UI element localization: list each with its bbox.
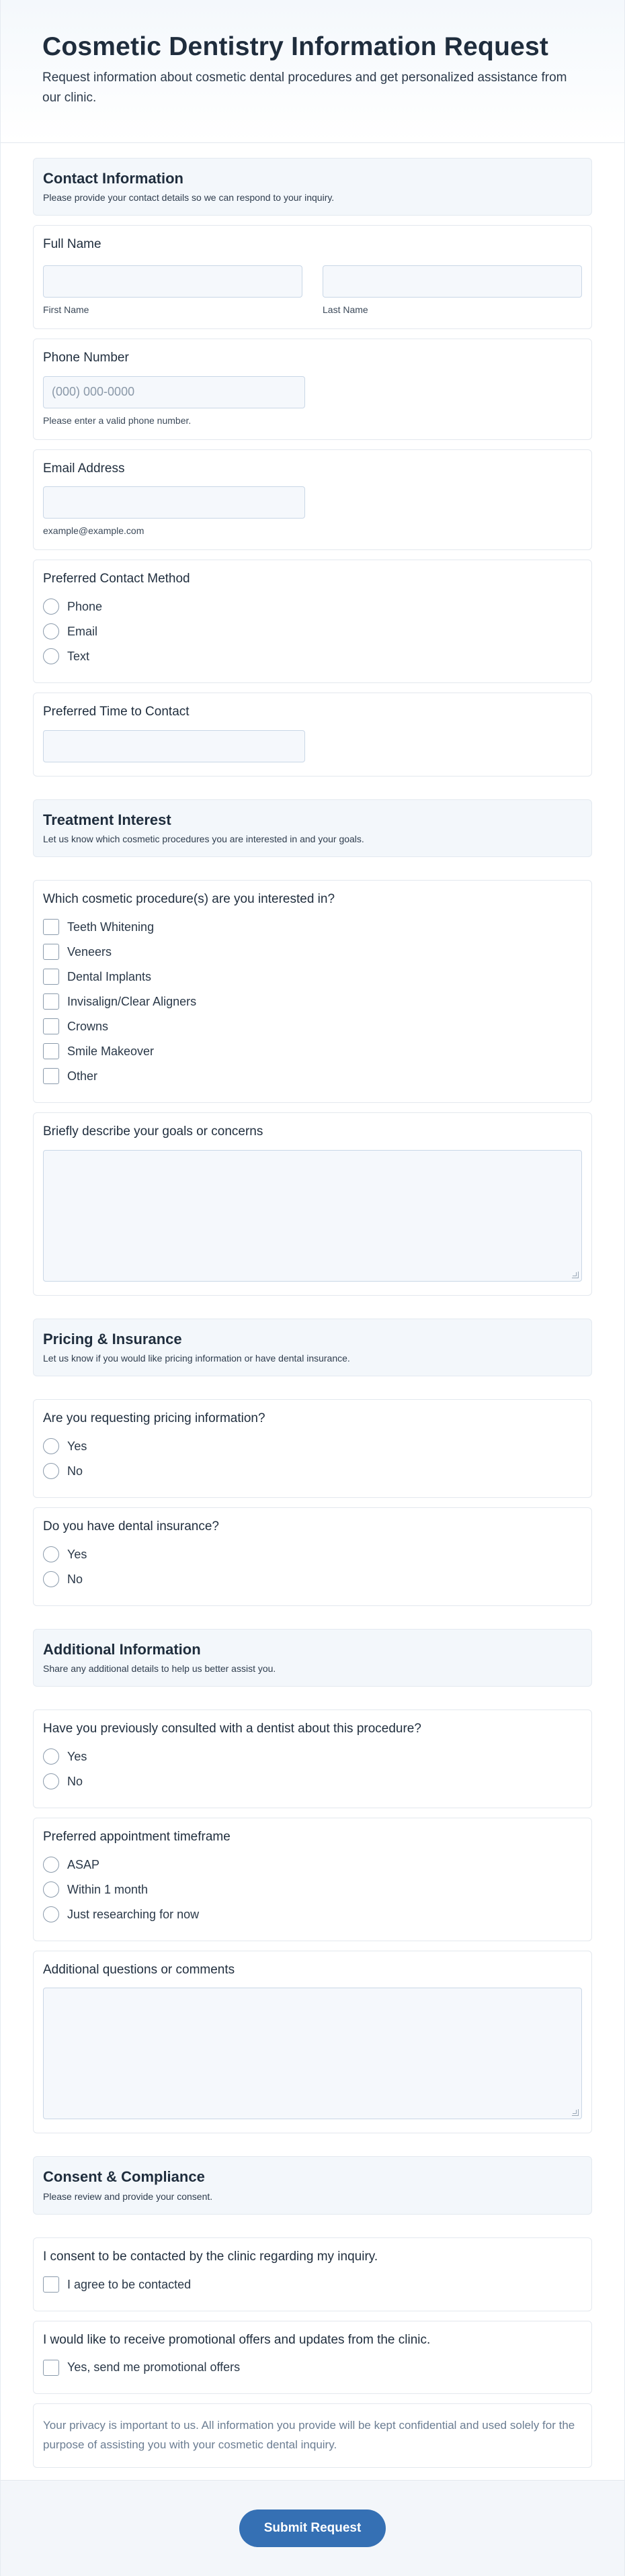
radio-button[interactable]	[43, 1571, 59, 1587]
option-label: Within 1 month	[67, 1882, 149, 1896]
checkbox[interactable]	[43, 2276, 59, 2293]
option-label: Smile Makeover	[67, 1044, 155, 1058]
checkbox[interactable]	[43, 944, 59, 960]
radio-option-within-1-month[interactable]	[43, 1877, 582, 1902]
radio-option-asap[interactable]	[43, 1853, 582, 1877]
form-title: Cosmetic Dentistry Information Request	[42, 32, 549, 61]
procedures-field	[33, 880, 592, 1103]
option-label: Phone	[67, 599, 103, 613]
checkbox-option-teeth-whitening[interactable]	[43, 915, 582, 940]
radio-option-yes[interactable]	[43, 1434, 582, 1459]
option-label: I agree to be contacted	[67, 2277, 192, 2291]
privacy-note: Your privacy is important to us. All information you provide will be kept confidential and used solely for the purpose of assisting you with your cosmetic dental inquiry.	[33, 2403, 592, 2468]
email-input[interactable]	[43, 486, 305, 519]
contact-method-label: Preferred Contact Method	[43, 572, 190, 586]
goals-label: Briefly describe your goals or concerns	[43, 1124, 263, 1139]
section-contact-information	[33, 158, 592, 216]
option-label: No	[67, 1572, 83, 1586]
timeframe-question-field	[33, 1818, 592, 1941]
radio-button[interactable]	[43, 1438, 59, 1454]
first-name-input[interactable]	[43, 265, 302, 298]
procedures-label: Which cosmetic procedure(s) are you interested in?	[43, 892, 335, 907]
resize-grip-icon[interactable]	[572, 1272, 579, 1278]
option-label: Just researching for now	[67, 1907, 200, 1921]
full-name-label: Full Name	[43, 237, 101, 252]
radio-option-just-researching[interactable]	[43, 1902, 582, 1927]
insurance-question-field	[33, 1507, 592, 1606]
option-label: Veneers	[67, 944, 112, 959]
option-label: Email	[67, 624, 98, 638]
section-subtitle: Let us know which cosmetic procedures you are interested in and your goals.	[43, 834, 364, 845]
contact-consent-options	[43, 2272, 582, 2297]
option-label: Dental Implants	[67, 969, 152, 983]
checkbox[interactable]	[43, 1068, 59, 1084]
option-label: Yes	[67, 1439, 87, 1453]
form-description: Request information about cosmetic dental procedures and get personalized assistance from our clinic.	[42, 70, 567, 105]
section-treatment-interest	[33, 799, 592, 858]
option-label: Crowns	[67, 1019, 109, 1033]
radio-button[interactable]	[43, 1906, 59, 1922]
option-label: Yes	[67, 1749, 87, 1763]
option-label: Text	[67, 649, 90, 663]
contact-time-input[interactable]	[43, 730, 305, 762]
first-name-col	[43, 265, 302, 315]
consulted-question-label: Have you previously consulted with a dentist about this procedure?	[43, 1722, 421, 1736]
last-name-input[interactable]	[323, 265, 582, 298]
goals-textarea[interactable]	[43, 1150, 582, 1282]
last-name-col	[323, 265, 582, 315]
option-label: Yes, send me promotional offers	[67, 2360, 241, 2374]
section-consent-compliance	[33, 2156, 592, 2215]
radio-option-email[interactable]	[43, 619, 582, 644]
promo-consent-field	[33, 2321, 592, 2395]
option-label: No	[67, 1464, 83, 1478]
option-label: Yes	[67, 1547, 87, 1561]
goals-field	[33, 1112, 592, 1296]
section-subtitle: Let us know if you would like pricing information or have dental insurance.	[43, 1353, 350, 1364]
radio-button[interactable]	[43, 598, 59, 615]
radio-button[interactable]	[43, 1463, 59, 1479]
email-help: example@example.com	[43, 525, 144, 537]
timeframe-question-label: Preferred appointment timeframe	[43, 1829, 231, 1844]
pricing-question-field	[33, 1399, 592, 1498]
email-field	[33, 449, 592, 551]
checkbox[interactable]	[43, 1018, 59, 1034]
checkbox[interactable]	[43, 2360, 59, 2376]
phone-input[interactable]: (000) 000-0000	[43, 376, 305, 408]
checkbox-option-crowns[interactable]	[43, 1014, 582, 1039]
radio-button[interactable]	[43, 1546, 59, 1562]
checkbox-option-invisalign[interactable]	[43, 989, 582, 1014]
form-body	[1, 143, 624, 2468]
phone-label: Phone Number	[43, 350, 129, 365]
section-additional-information	[33, 1629, 592, 1687]
checkbox-option-veneers[interactable]	[43, 940, 582, 965]
insurance-question-label: Do you have dental insurance?	[43, 1519, 219, 1534]
checkbox-option-other[interactable]	[43, 1064, 582, 1089]
consulted-question-field	[33, 1709, 592, 1808]
contact-method-field	[33, 560, 592, 683]
form-footer	[1, 2480, 624, 2576]
phone-help: Please enter a valid phone number.	[43, 414, 192, 426]
contact-time-label: Preferred Time to Contact	[43, 704, 190, 719]
full-name-field	[33, 225, 592, 329]
name-row	[43, 265, 582, 315]
contact-consent-field	[33, 2237, 592, 2311]
section-pricing-insurance	[33, 1319, 592, 1377]
radio-option-yes[interactable]	[43, 1744, 582, 1769]
section-title: Contact Information	[43, 169, 183, 187]
checkbox[interactable]	[43, 1043, 59, 1059]
comments-textarea[interactable]	[43, 1988, 582, 2119]
pricing-question-label: Are you requesting pricing information?	[43, 1411, 265, 1426]
checkbox-option-smile-makeover[interactable]	[43, 1039, 582, 1064]
option-label: Invisalign/Clear Aligners	[67, 994, 197, 1008]
last-name-sublabel: Last Name	[323, 304, 368, 315]
submit-button[interactable]: Submit Request	[239, 2510, 386, 2547]
section-title: Consent & Compliance	[43, 2168, 205, 2186]
phone-field	[33, 339, 592, 440]
promo-consent-options	[43, 2355, 582, 2380]
form-header	[1, 0, 624, 143]
consulted-question-options	[43, 1744, 582, 1794]
pricing-question-options	[43, 1434, 582, 1484]
section-title: Treatment Interest	[43, 811, 171, 828]
radio-option-no[interactable]	[43, 1459, 582, 1484]
checkbox-option-agree-contact[interactable]	[43, 2272, 582, 2297]
checkbox[interactable]	[43, 969, 59, 985]
radio-option-no[interactable]	[43, 1567, 582, 1592]
checkbox-option-dental-implants[interactable]	[43, 965, 582, 989]
radio-button[interactable]	[43, 1773, 59, 1789]
option-label: Teeth Whitening	[67, 920, 155, 934]
radio-option-no[interactable]	[43, 1769, 582, 1794]
option-label: ASAP	[67, 1857, 100, 1871]
comments-field	[33, 1951, 592, 2134]
section-title: Pricing & Insurance	[43, 1330, 182, 1347]
email-label: Email Address	[43, 461, 125, 476]
timeframe-question-options	[43, 1853, 582, 1927]
section-subtitle: Please provide your contact details so we can respond to your inquiry.	[43, 192, 335, 204]
section-subtitle: Please review and provide your consent.	[43, 2190, 213, 2202]
radio-option-yes[interactable]	[43, 1542, 582, 1567]
section-title: Additional Information	[43, 1640, 201, 1658]
section-subtitle: Share any additional details to help us better assist you.	[43, 1663, 276, 1675]
radio-button[interactable]	[43, 1857, 59, 1873]
radio-option-text[interactable]	[43, 644, 582, 669]
radio-option-phone[interactable]	[43, 594, 582, 619]
contact-time-field	[33, 693, 592, 776]
radio-button[interactable]	[43, 648, 59, 664]
checkbox[interactable]	[43, 919, 59, 935]
checkbox-option-promo[interactable]	[43, 2355, 582, 2380]
contact-consent-label: I consent to be contacted by the clinic regarding my inquiry.	[43, 2249, 378, 2264]
radio-button[interactable]	[43, 1881, 59, 1898]
checkbox[interactable]	[43, 993, 59, 1010]
promo-consent-label: I would like to receive promotional offers and updates from the clinic.	[43, 2332, 431, 2347]
option-label: Other	[67, 1069, 98, 1083]
resize-grip-icon[interactable]	[572, 2109, 579, 2116]
comments-label: Additional questions or comments	[43, 1962, 235, 1977]
radio-button[interactable]	[43, 1748, 59, 1765]
contact-method-options	[43, 594, 582, 669]
first-name-sublabel: First Name	[43, 304, 89, 315]
procedures-options	[43, 915, 582, 1089]
insurance-question-options	[43, 1542, 582, 1592]
option-label: No	[67, 1774, 83, 1788]
radio-button[interactable]	[43, 623, 59, 639]
